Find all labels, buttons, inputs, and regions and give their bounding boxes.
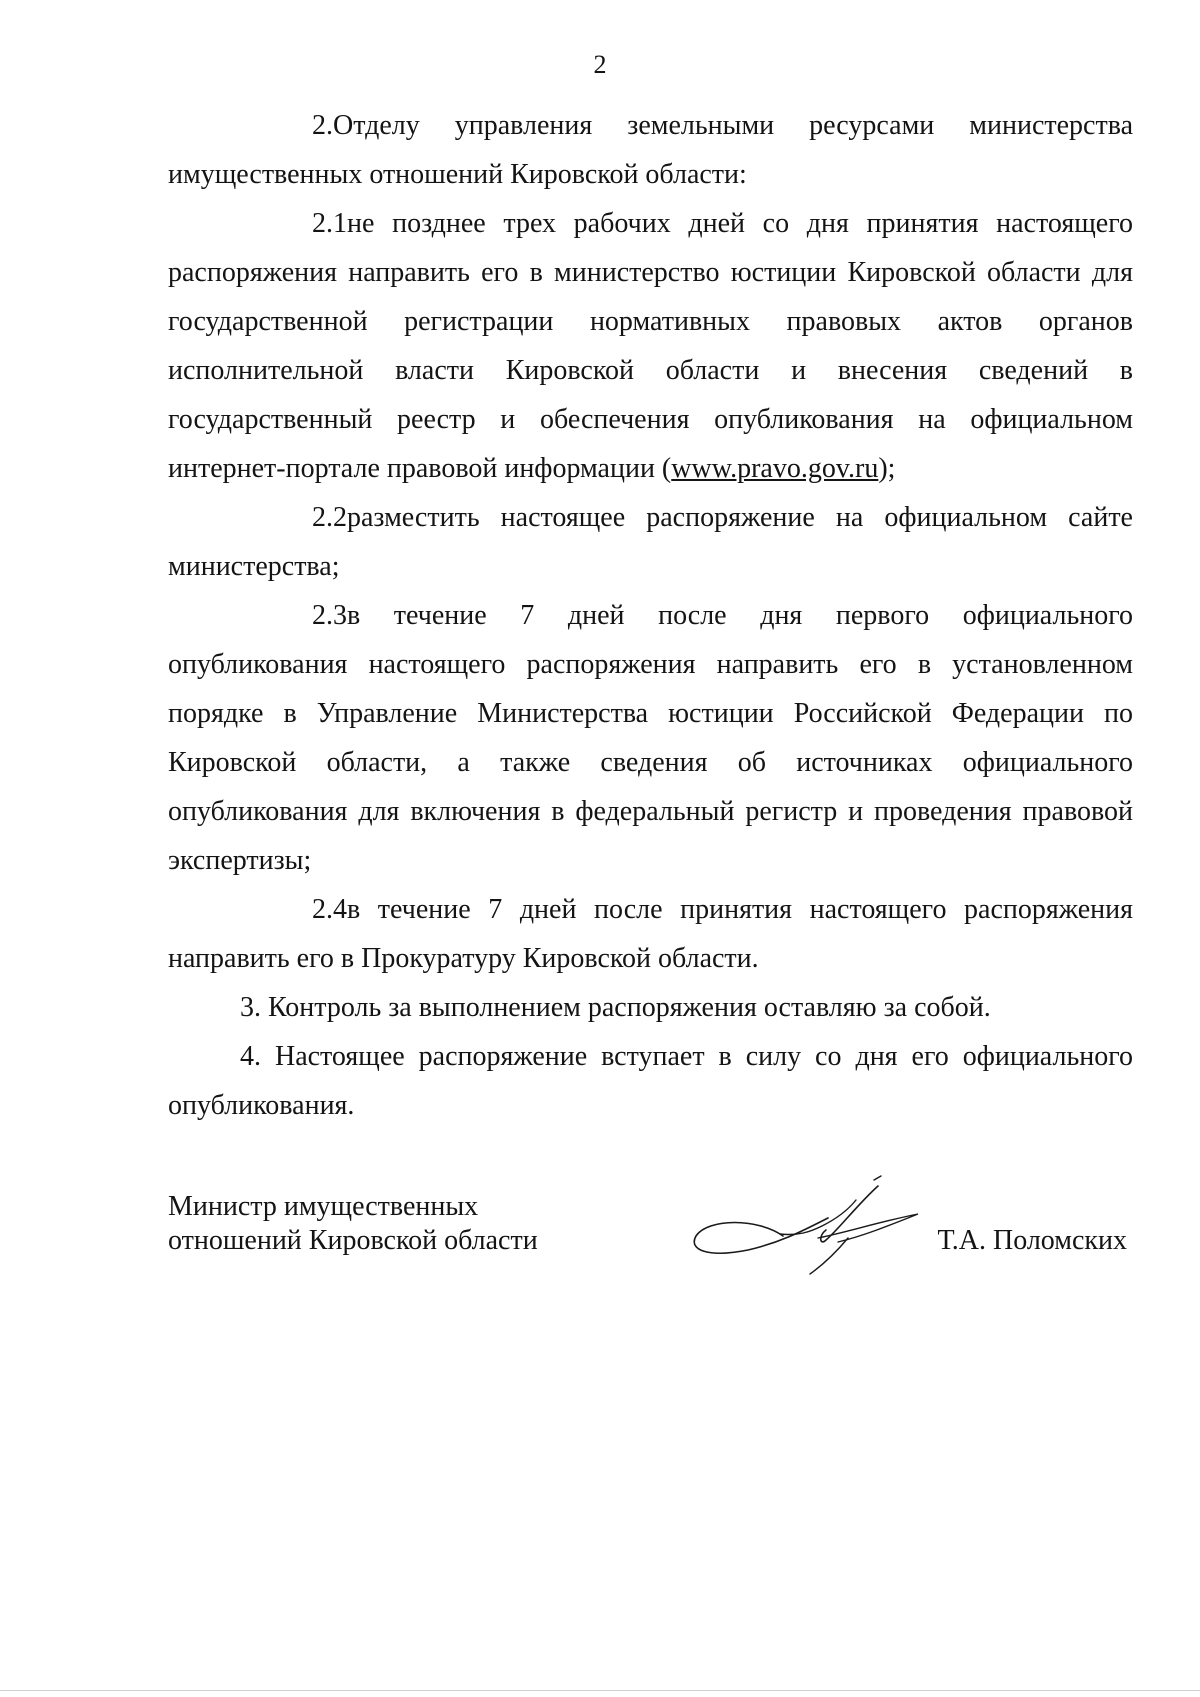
paragraph-text: 4. Настоящее распоряжение вступает в силу со дня его официального опубликования. [168, 1041, 1133, 1121]
page-bottom-edge [0, 1690, 1200, 1691]
paragraph-number: 2.1 [312, 208, 347, 239]
document-body [168, 101, 1133, 1130]
signer-title-line-1: Министр имущественных [168, 1191, 479, 1222]
paragraph-number: 2.3 [312, 600, 347, 631]
paragraph-2-1 [168, 199, 1133, 493]
paragraph-text: в течение 7 дней после дня первого официального опубликования настоящего распоряжения направить его в установленном порядке в Управление Министерства юстиции Российской Федерации по Кировской области, а также сведения об источниках официального опубликования для включения в федеральный регистр и проведения правовой экспертизы; [168, 600, 1133, 876]
signer-title [168, 1190, 538, 1258]
pravo-gov-link[interactable]: www.pravo.gov.ru [671, 453, 879, 484]
handwritten-signature [688, 1174, 948, 1284]
paragraph-text-tail: ); [878, 453, 896, 484]
paragraph-text: разместить настоящее распоряжение на официальном сайте министерства; [168, 502, 1133, 582]
page-number: 2 [593, 50, 607, 79]
signature-block [168, 1190, 1133, 1290]
paragraph-2-3 [168, 591, 1133, 885]
paragraph-text: Отделу управления земельными ресурсами министерства имущественных отношений Кировской области: [168, 110, 1133, 190]
paragraph-text: 3. Контроль за выполнением распоряжения оставляю за собой. [240, 992, 991, 1023]
paragraph-4 [168, 1032, 1133, 1130]
paragraph-3 [168, 983, 1133, 1032]
paragraph-2 [168, 101, 1133, 199]
signer-title-line-2: отношений Кировской области [168, 1225, 538, 1256]
paragraph-number: 2.2 [312, 502, 347, 533]
paragraph-2-4 [168, 885, 1133, 983]
paragraph-number: 2.4 [312, 894, 347, 925]
paragraph-text: не позднее трех рабочих дней со дня принятия настоящего распоряжения направить его в министерство юстиции Кировской области для государственной регистрации нормативных правовых актов органов исполнительной власти Кировской области и внесения сведений в государственный реестр и обеспечения опубликования на официальном интернет-портале правовой информации ( [168, 208, 1133, 484]
paragraph-number: 2. [312, 110, 333, 141]
paragraph-2-2 [168, 493, 1133, 591]
paragraph-text: в течение 7 дней после принятия настоящего распоряжения направить его в Прокуратуру Кировской области. [168, 894, 1133, 974]
signer-name: Т.А. Поломских [937, 1225, 1127, 1256]
